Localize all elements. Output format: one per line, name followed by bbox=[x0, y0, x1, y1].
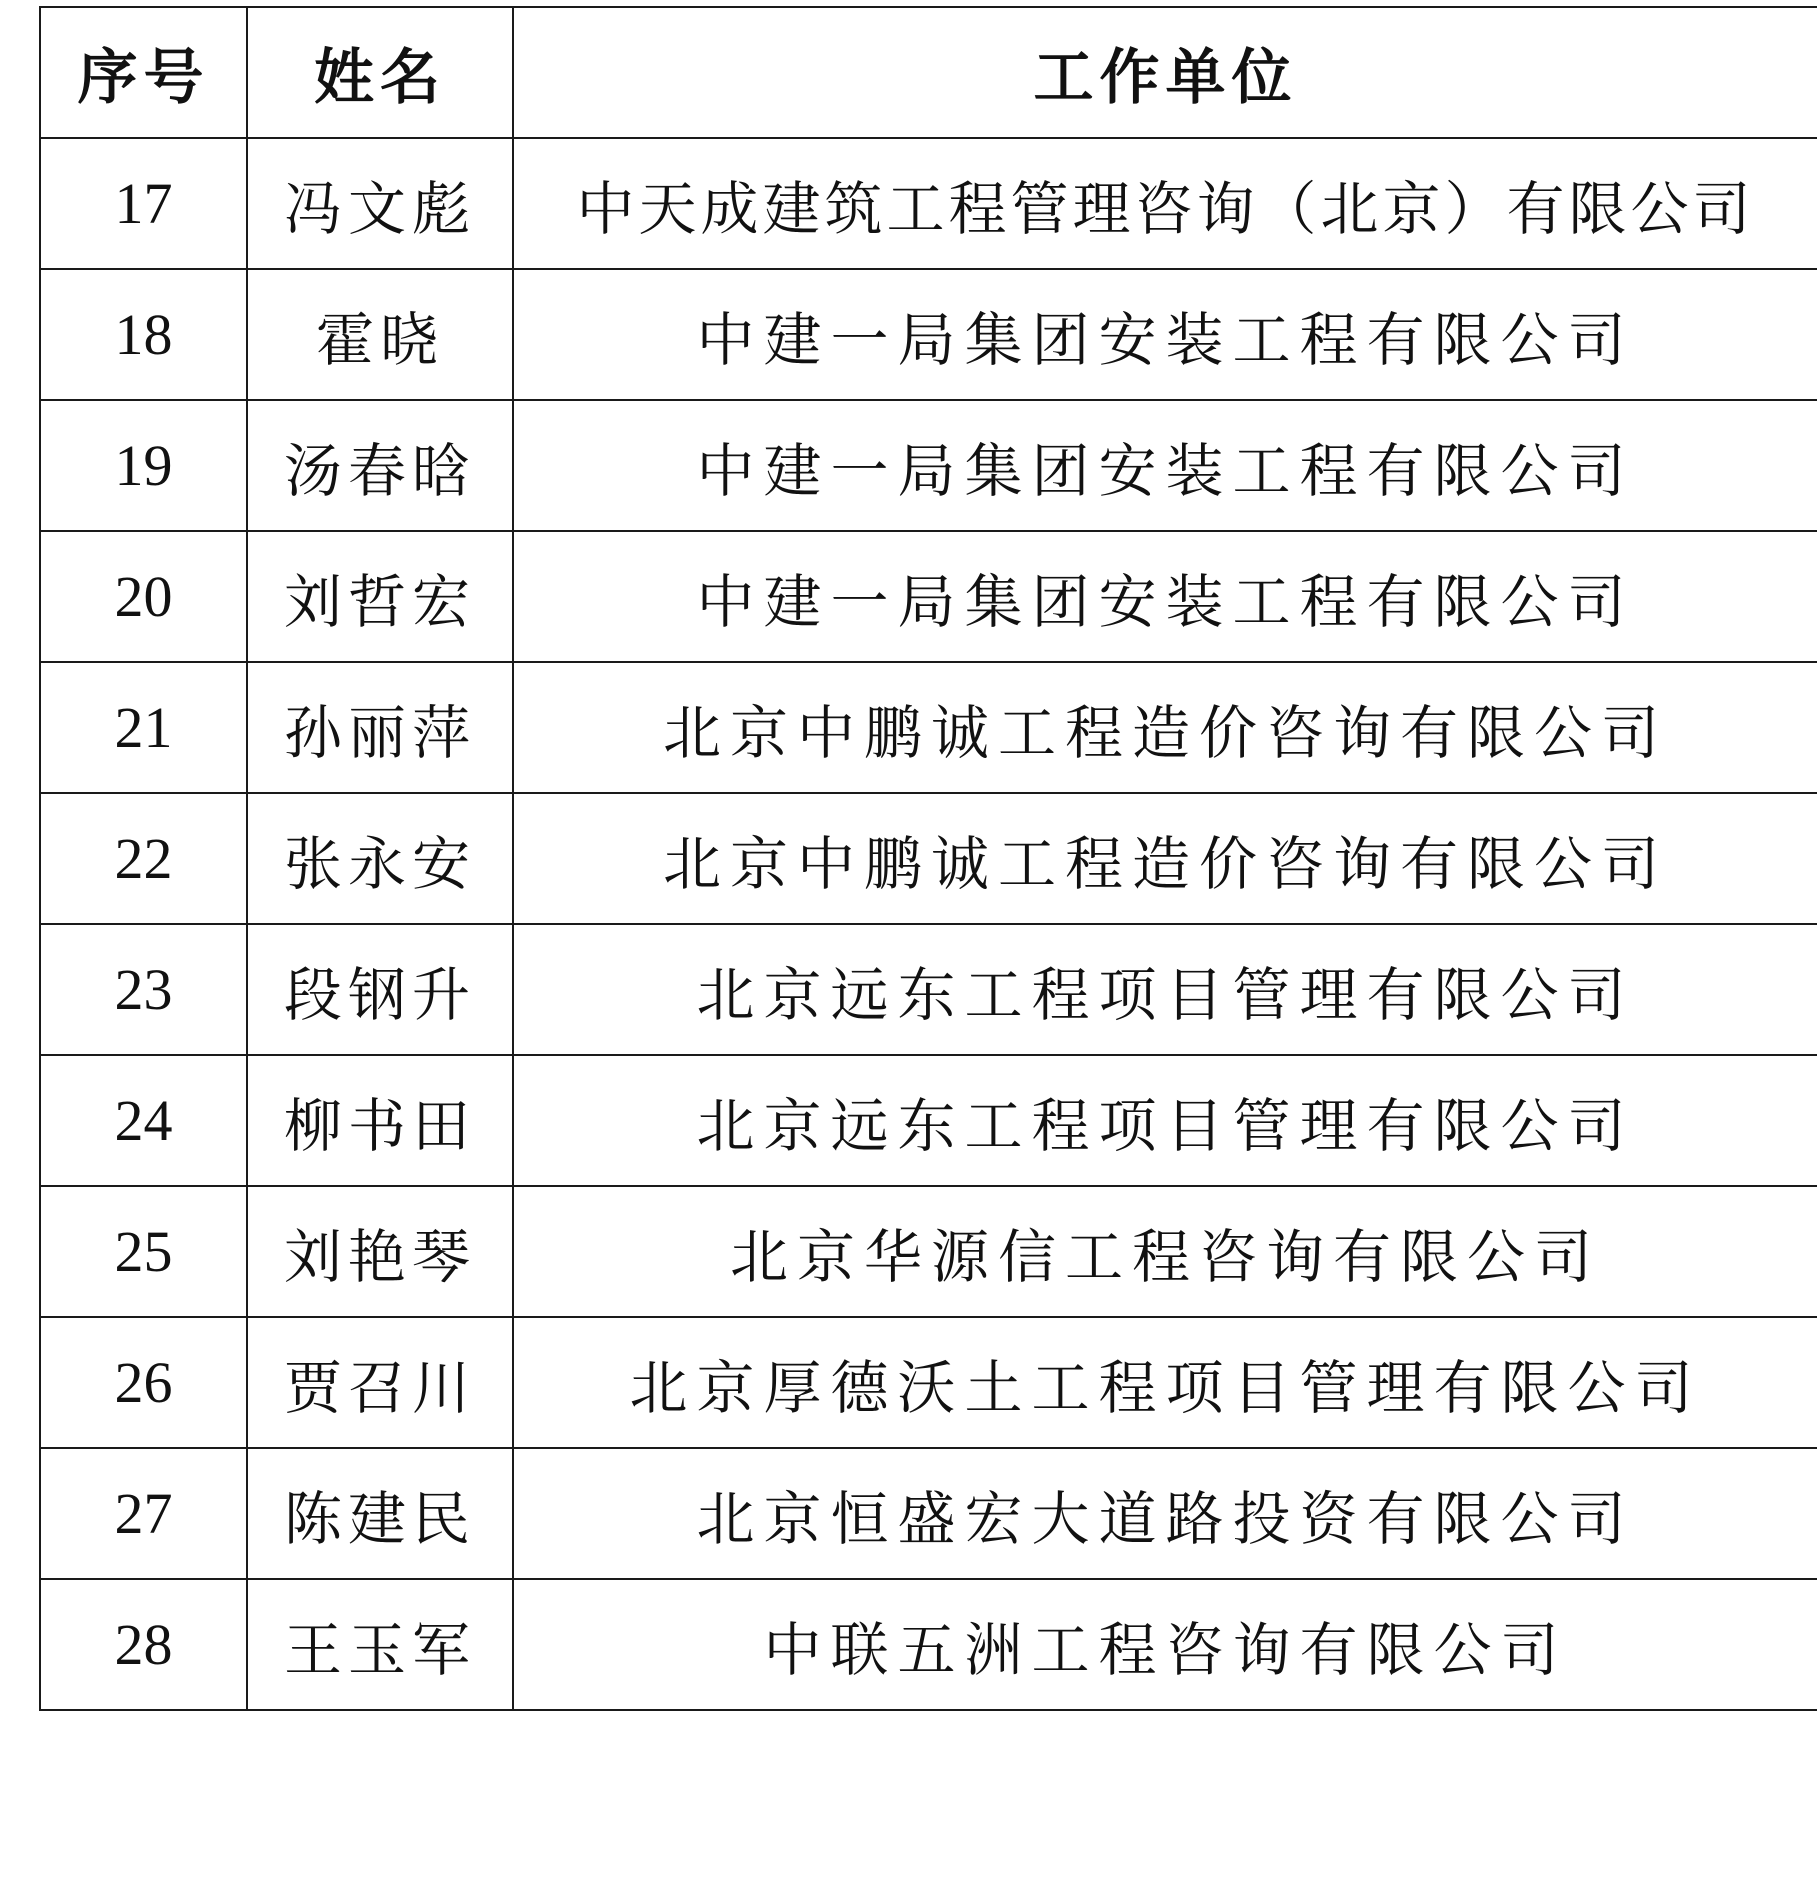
row-org: 中建一局集团安装工程有限公司 bbox=[513, 531, 1817, 662]
row-org: 中联五洲工程咨询有限公司 bbox=[513, 1579, 1817, 1710]
row-name: 段钢升 bbox=[247, 924, 513, 1055]
row-seq: 19 bbox=[40, 400, 247, 531]
table-row bbox=[40, 269, 1817, 400]
row-seq: 20 bbox=[40, 531, 247, 662]
row-seq: 22 bbox=[40, 793, 247, 924]
row-name: 陈建民 bbox=[247, 1448, 513, 1579]
row-name: 汤春晗 bbox=[247, 400, 513, 531]
header-name: 姓名 bbox=[247, 7, 513, 138]
row-org: 中建一局集团安装工程有限公司 bbox=[513, 269, 1817, 400]
row-name: 刘艳琴 bbox=[247, 1186, 513, 1317]
row-name: 孙丽萍 bbox=[247, 662, 513, 793]
row-seq: 18 bbox=[40, 269, 247, 400]
table-row bbox=[40, 1579, 1817, 1710]
row-org: 北京厚德沃土工程项目管理有限公司 bbox=[513, 1317, 1817, 1448]
row-org: 北京远东工程项目管理有限公司 bbox=[513, 924, 1817, 1055]
row-name: 冯文彪 bbox=[247, 138, 513, 269]
row-name: 柳书田 bbox=[247, 1055, 513, 1186]
row-org: 中建一局集团安装工程有限公司 bbox=[513, 400, 1817, 531]
row-seq: 26 bbox=[40, 1317, 247, 1448]
row-seq: 17 bbox=[40, 138, 247, 269]
row-seq: 23 bbox=[40, 924, 247, 1055]
row-name: 霍晓 bbox=[247, 269, 513, 400]
table-row bbox=[40, 1186, 1817, 1317]
table-row bbox=[40, 793, 1817, 924]
row-org: 北京华源信工程咨询有限公司 bbox=[513, 1186, 1817, 1317]
row-seq: 27 bbox=[40, 1448, 247, 1579]
row-org: 北京中鹏诚工程造价咨询有限公司 bbox=[513, 793, 1817, 924]
row-org: 中天成建筑工程管理咨询（北京）有限公司 bbox=[513, 138, 1817, 269]
table-row bbox=[40, 531, 1817, 662]
row-name: 王玉军 bbox=[247, 1579, 513, 1710]
header-row bbox=[40, 7, 1817, 138]
table-row bbox=[40, 1448, 1817, 1579]
row-org: 北京恒盛宏大道路投资有限公司 bbox=[513, 1448, 1817, 1579]
row-name: 刘哲宏 bbox=[247, 531, 513, 662]
header-seq: 序号 bbox=[40, 7, 247, 138]
row-seq: 21 bbox=[40, 662, 247, 793]
row-seq: 28 bbox=[40, 1579, 247, 1710]
table-row bbox=[40, 1317, 1817, 1448]
table-row bbox=[40, 662, 1817, 793]
table-row bbox=[40, 1055, 1817, 1186]
table-header bbox=[40, 7, 1817, 138]
table-row bbox=[40, 138, 1817, 269]
row-name: 张永安 bbox=[247, 793, 513, 924]
row-seq: 24 bbox=[40, 1055, 247, 1186]
row-name: 贾召川 bbox=[247, 1317, 513, 1448]
row-org: 北京中鹏诚工程造价咨询有限公司 bbox=[513, 662, 1817, 793]
table-row bbox=[40, 400, 1817, 531]
row-org: 北京远东工程项目管理有限公司 bbox=[513, 1055, 1817, 1186]
table-body bbox=[40, 138, 1817, 1710]
row-seq: 25 bbox=[40, 1186, 247, 1317]
personnel-table bbox=[39, 6, 1817, 1711]
header-org: 工作单位 bbox=[513, 7, 1817, 138]
table-row bbox=[40, 924, 1817, 1055]
